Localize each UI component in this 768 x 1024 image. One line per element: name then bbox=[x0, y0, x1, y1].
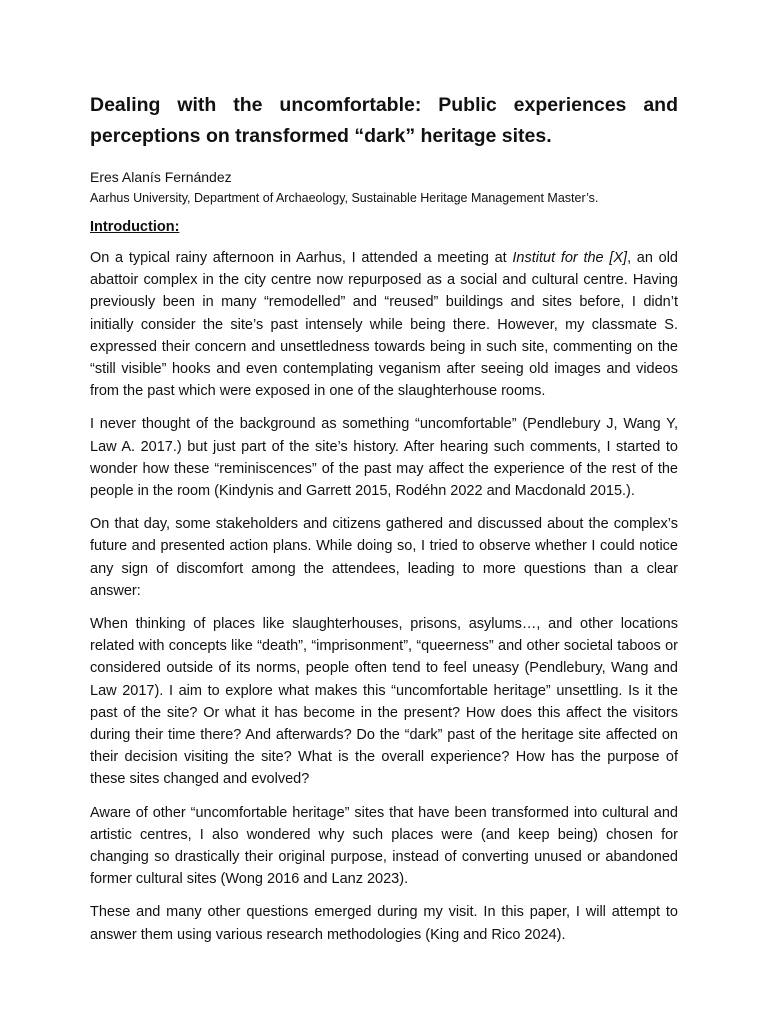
section-heading-introduction: Introduction: bbox=[90, 219, 180, 235]
author-affiliation: Aarhus University, Department of Archaeology, Sustainable Heritage Management Master’s. bbox=[90, 191, 599, 205]
paragraph-6: These and many other questions emerged during my visit. In this paper, I will attempt to answer them using various research methodologies (King and Rico 2024). bbox=[90, 904, 678, 943]
author-name: Eres Alanís Fernández bbox=[90, 169, 232, 185]
paragraph-1-rest: , an old abattoir complex in the city centre now repurposed as a social and cultural centre. Having previously been in many “remodelled” and “reused” buildings and sites before, I didn’t initially consider the site’s past intensely while being there. However, my classmate S. expressed their concern and unsettledness towards being in such site, commenting on the “still visible” hooks and even contemplating veganism after seeing old images and videos from the past which were exposed in one of the slaughterhouse rooms. bbox=[90, 250, 678, 400]
institution-name: Institut for the [X] bbox=[512, 250, 628, 266]
document-page bbox=[90, 90, 678, 957]
paragraph-5: Aware of other “uncomfortable heritage” sites that have been transformed into cultural and artistic centres, I also wondered why such places were (and keep being) chosen for changing so drastically their original purpose, instead of converting unused or abandoned former cultural sites (Wong 2016 and Lanz 2023). bbox=[90, 804, 678, 888]
paper-title: Dealing with the uncomfortable: Public experiences and perceptions on transformed “dark” heritage sites. bbox=[90, 94, 678, 147]
paragraph-4: When thinking of places like slaughterhouses, prisons, asylums…, and other locations related with concepts like “death”, “imprisonment”, “queerness” and other societal taboos or considered outside of its norms, people often tend to feel uneasy (Pendlebury, Wang and Law 2017). I aim to explore what makes this “uncomfortable heritage” unsettling. Is it the past of the site? Or what it has become in the present? How does this affect the visitors during their time there? And afterwards? Do the “dark” past of the heritage site affected on their decision visiting the site? What is the overall experience? How has the purpose of these sites changed and evolved? bbox=[90, 616, 678, 788]
paragraph-2: I never thought of the background as something “uncomfortable” (Pendlebury J, Wang Y, Law A. 2017.) but just part of the site’s history. After hearing such comments, I started to wonder how these “reminiscences” of the past may affect the experience of the rest of the people in the room (Kindynis and Garrett 2015, Rodéhn 2022 and Macdonald 2015.). bbox=[90, 416, 678, 500]
paragraph-3: On that day, some stakeholders and citizens gathered and discussed about the complex’s future and presented action plans. While doing so, I tried to observe whether I could notice any sign of discomfort among the attendees, leading to more questions than a clear answer: bbox=[90, 516, 678, 599]
paragraph-1-start: On a typical rainy afternoon in Aarhus, I attended a meeting at bbox=[90, 250, 513, 266]
paragraph-1 bbox=[90, 247, 678, 402]
